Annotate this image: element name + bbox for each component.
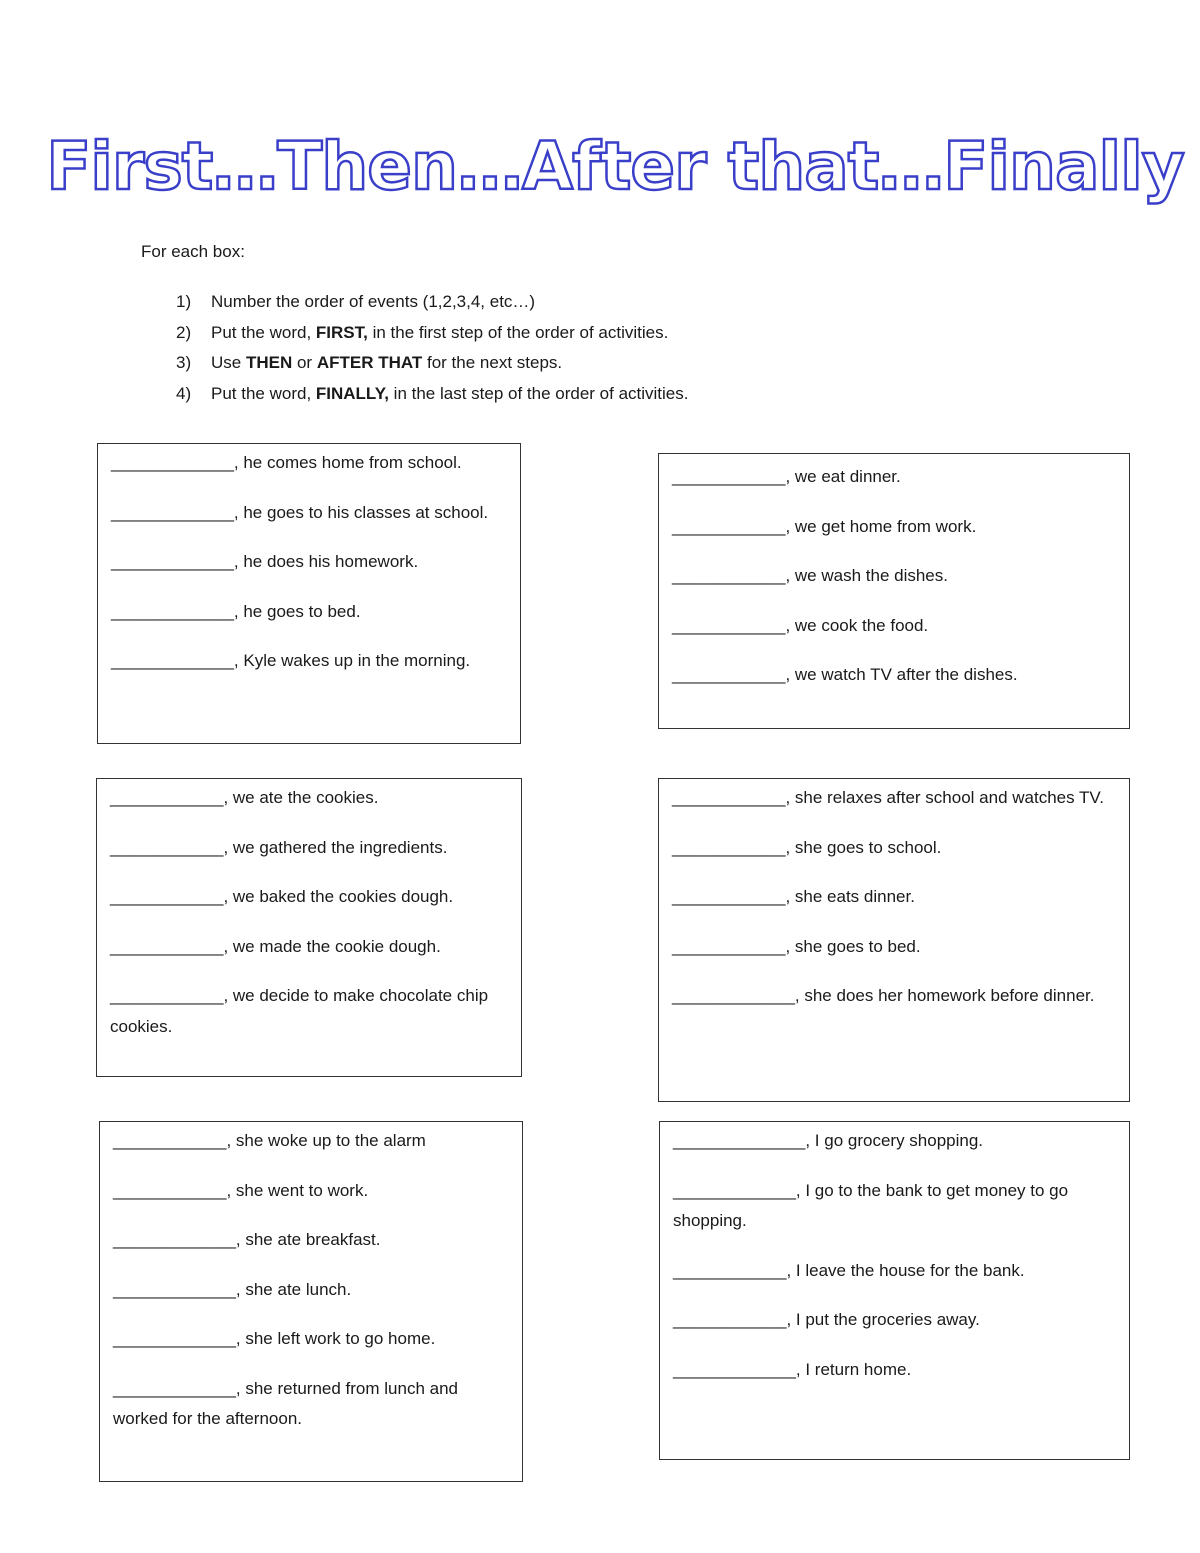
exercise-box-6 bbox=[659, 1121, 1130, 1460]
exercise-box-2 bbox=[658, 453, 1130, 729]
instructions-list bbox=[176, 290, 688, 412]
exercise-sentence[interactable]: _____________, she returned from lunch and worked for the afternoon. bbox=[113, 1378, 458, 1428]
exercise-sentence[interactable]: ____________, we decide to make chocolate chip cookies. bbox=[110, 986, 489, 1036]
instruction-item: 2) Put the word, FIRST, in the first step of the order of activities. bbox=[176, 322, 669, 342]
exercise-sentence[interactable]: _____________, he goes to his classes at school. bbox=[111, 502, 489, 522]
exercise-sentence[interactable]: ____________, she goes to school. bbox=[672, 837, 942, 857]
exercise-box-5 bbox=[99, 1121, 523, 1482]
exercise-sentence[interactable]: _____________, I go to the bank to get money to go shopping. bbox=[673, 1180, 1069, 1230]
exercise-sentence[interactable]: ____________, I put the groceries away. bbox=[673, 1310, 980, 1329]
exercise-sentence[interactable]: ____________, we cook the food. bbox=[672, 615, 929, 635]
exercise-sentence[interactable]: ____________, she goes to bed. bbox=[672, 936, 921, 956]
exercise-sentence[interactable]: ____________, we made the cookie dough. bbox=[110, 936, 441, 956]
exercise-sentence[interactable]: ______________, I go grocery shopping. bbox=[673, 1131, 984, 1150]
exercise-sentence[interactable]: _____________, she ate lunch. bbox=[113, 1279, 352, 1299]
worksheet-title: First…Then…After that…Finally bbox=[46, 128, 1184, 205]
exercise-sentence[interactable]: ____________, we wash the dishes. bbox=[672, 566, 948, 585]
exercise-sentence[interactable]: ____________, we baked the cookies dough. bbox=[110, 887, 454, 906]
exercise-sentence[interactable]: ____________, we ate the cookies. bbox=[110, 788, 379, 807]
exercise-sentence[interactable]: ____________, she went to work. bbox=[113, 1180, 369, 1200]
exercise-sentence[interactable]: _____________, he goes to bed. bbox=[111, 601, 361, 621]
exercise-sentence[interactable]: ____________, we get home from work. bbox=[672, 516, 977, 536]
exercise-sentence[interactable]: ____________, she relaxes after school and watches TV. bbox=[672, 788, 1104, 807]
exercise-sentence[interactable]: ____________, she eats dinner. bbox=[672, 887, 915, 906]
exercise-sentence[interactable]: ____________, we watch TV after the dishes. bbox=[672, 665, 1018, 684]
exercise-box-1 bbox=[97, 443, 521, 744]
exercise-sentence[interactable]: ____________, I leave the house for the bank. bbox=[673, 1260, 1025, 1280]
exercise-sentence[interactable]: _____________, I return home. bbox=[673, 1359, 912, 1379]
exercise-sentence[interactable]: ____________, she woke up to the alarm bbox=[113, 1131, 426, 1150]
exercise-box-3 bbox=[96, 778, 522, 1077]
exercise-sentence[interactable]: _____________, she left work to go home. bbox=[113, 1329, 436, 1348]
instruction-item: 3) Use THEN or AFTER THAT for the next steps. bbox=[176, 353, 563, 372]
instruction-item: 4) Put the word, FINALLY, in the last step of the order of activities. bbox=[176, 383, 689, 403]
exercise-sentence[interactable]: _____________, she ate breakfast. bbox=[113, 1230, 381, 1249]
exercise-box-4 bbox=[658, 778, 1130, 1102]
instruction-item: 1) Number the order of events (1,2,3,4, etc…) bbox=[176, 292, 536, 311]
exercise-sentence[interactable]: _____________, Kyle wakes up in the morning. bbox=[111, 651, 471, 670]
exercise-sentence[interactable]: ____________, we gathered the ingredients. bbox=[110, 837, 448, 857]
exercise-sentence[interactable]: ____________, we eat dinner. bbox=[672, 467, 901, 486]
exercise-sentence[interactable]: _____________, he comes home from school. bbox=[111, 453, 462, 472]
exercise-sentence[interactable]: _____________, she does her homework before dinner. bbox=[672, 986, 1095, 1005]
intro-text: For each box: bbox=[141, 242, 245, 261]
exercise-sentence[interactable]: _____________, he does his homework. bbox=[111, 552, 419, 571]
